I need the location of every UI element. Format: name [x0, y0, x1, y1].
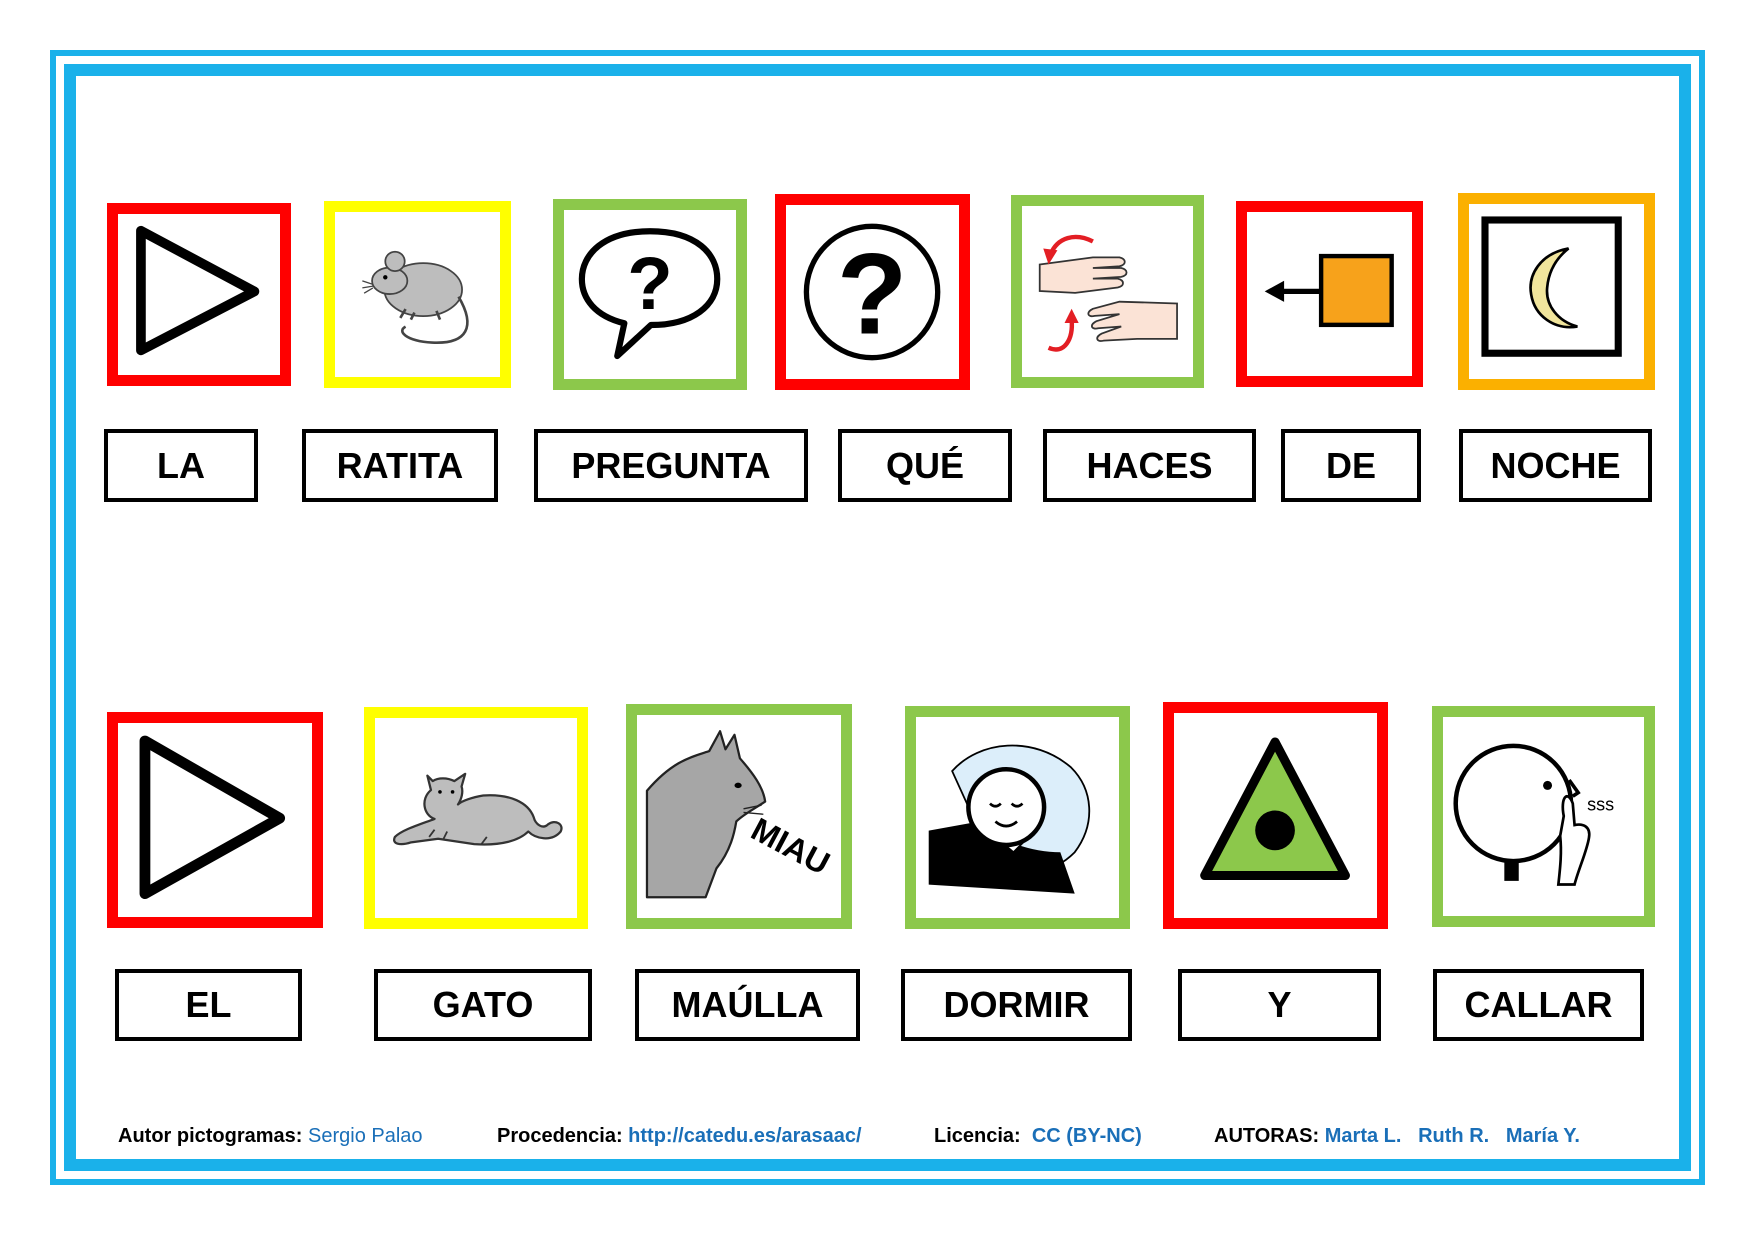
word-noche: NOCHE [1459, 429, 1652, 502]
picto-de [1236, 201, 1423, 387]
word-pregunta: PREGUNTA [534, 429, 808, 502]
word-de: DE [1281, 429, 1421, 502]
shush-icon [1443, 717, 1644, 916]
word-ratita: RATITA [302, 429, 498, 502]
hands-doing-icon [1022, 206, 1193, 377]
picto-y [1163, 702, 1388, 929]
author-value: Sergio Palao [308, 1125, 423, 1147]
word-gato: GATO [374, 969, 592, 1041]
word-callar: CALLAR [1433, 969, 1644, 1041]
word-el: EL [115, 969, 302, 1041]
picto-ratita [324, 201, 511, 388]
sleeping-person-icon [916, 717, 1119, 918]
license-value: CC (BY-NC) [1031, 1125, 1142, 1147]
authors-value: Marta L. Ruth R. María Y. [1324, 1125, 1580, 1147]
play-triangle-icon [118, 723, 312, 917]
question-circle-icon [786, 205, 959, 379]
picto-callar [1432, 706, 1655, 927]
triangle-dot-icon [1174, 713, 1377, 918]
picto-pregunta [553, 199, 747, 390]
word-maulla: MAÚLLA [635, 969, 860, 1041]
word-dormir: DORMIR [901, 969, 1132, 1041]
moon-icon [1469, 204, 1644, 379]
word-haces: HACES [1043, 429, 1256, 502]
picto-dormir [905, 706, 1130, 929]
word-la: LA [104, 429, 258, 502]
word-que: QUÉ [838, 429, 1012, 502]
svg-text:?: ? [836, 230, 908, 359]
source-link[interactable]: http://catedu.es/arasaac/ [628, 1125, 862, 1147]
cat-meowing-icon [637, 715, 841, 918]
footer-license [934, 1125, 1142, 1148]
authors-label: AUTORAS: [1214, 1125, 1320, 1147]
question-speech-bubble-icon [564, 210, 736, 379]
sss-caption: sss [1587, 794, 1615, 815]
play-triangle-icon [118, 214, 280, 375]
license-label: Licencia: [934, 1125, 1021, 1147]
picto-haces [1011, 195, 1204, 388]
picto-la [107, 203, 291, 386]
svg-text:?: ? [627, 242, 673, 326]
cat-icon [375, 718, 577, 918]
footer-authors [1214, 1125, 1580, 1148]
author-label: Autor pictogramas: [118, 1125, 303, 1147]
footer-author [118, 1125, 423, 1148]
picto-gato [364, 707, 588, 929]
picto-noche [1458, 193, 1655, 390]
footer-source [497, 1125, 862, 1148]
arrow-from-square-icon [1247, 212, 1412, 376]
mouse-icon [335, 212, 500, 377]
picto-el [107, 712, 323, 928]
picto-que [775, 194, 970, 390]
miau-caption: MIAU [745, 810, 836, 882]
picto-maulla [626, 704, 852, 929]
word-y: Y [1178, 969, 1381, 1041]
source-label: Procedencia: [497, 1125, 623, 1147]
